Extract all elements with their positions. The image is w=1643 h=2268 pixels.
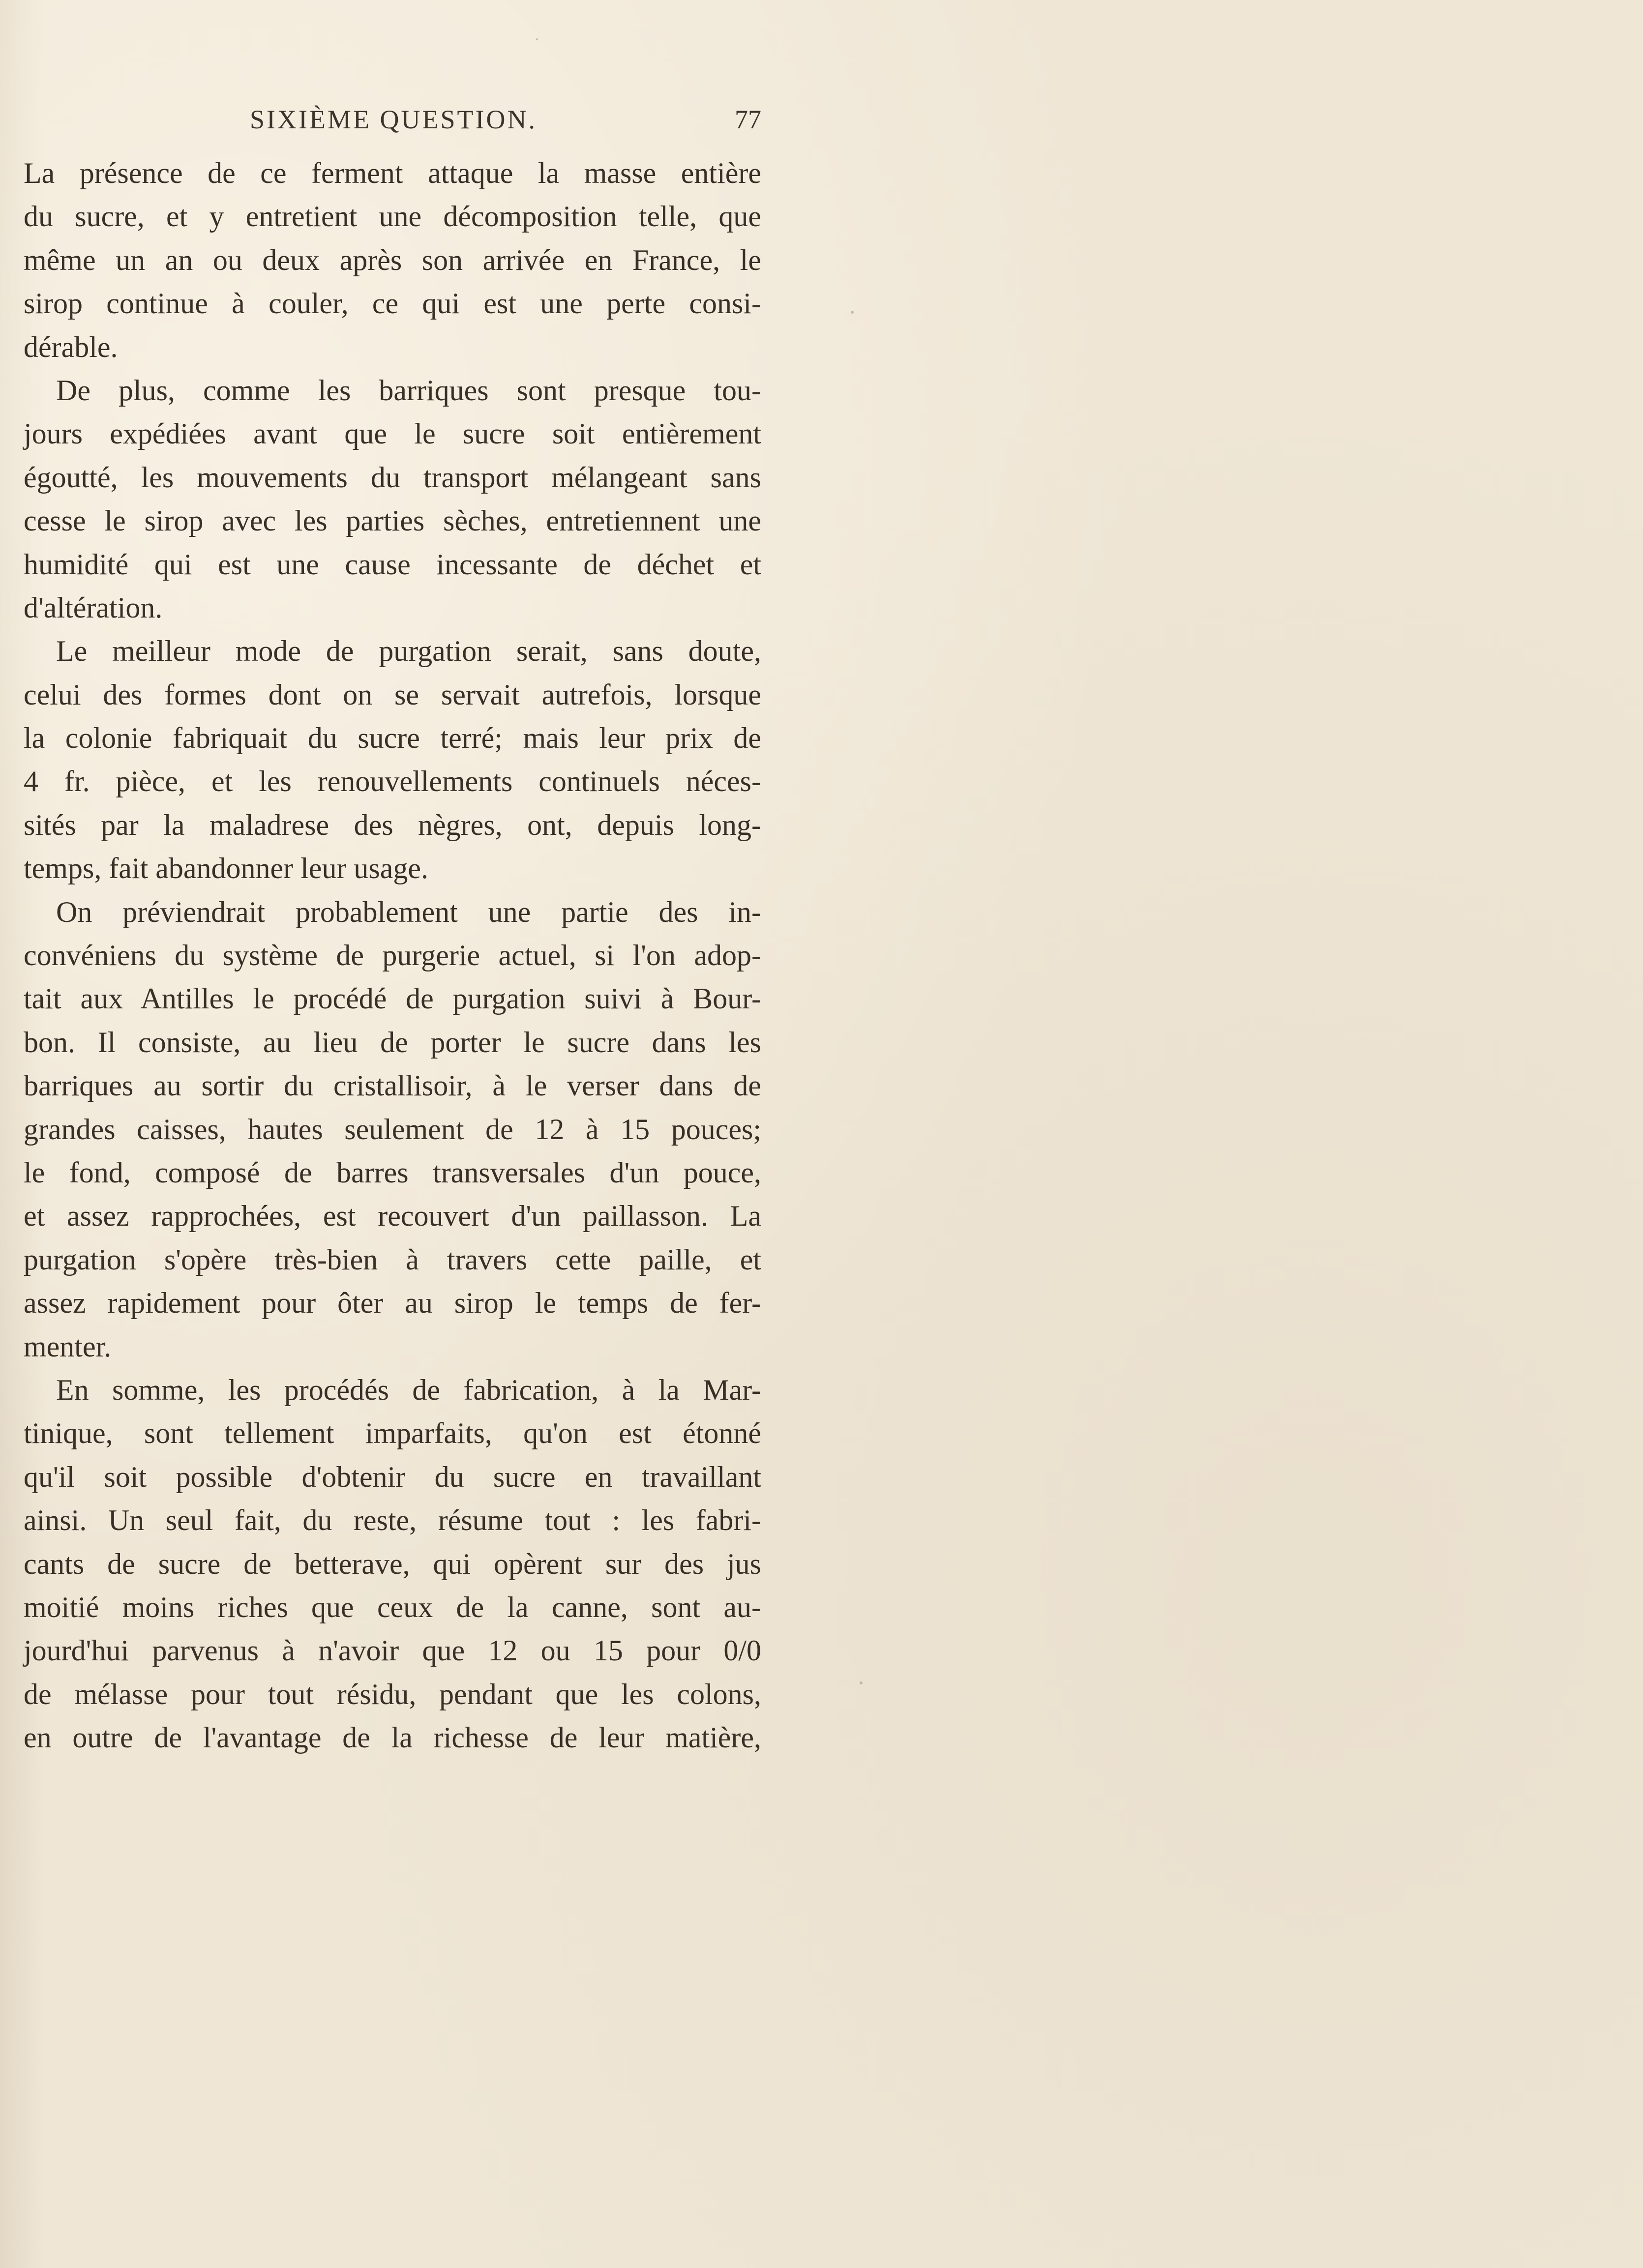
text-line: ainsi. Un seul fait, du reste, résume tout : les fabri- bbox=[24, 1504, 761, 1537]
text-line: jours expédiées avant que le sucre soit entièrement bbox=[24, 417, 761, 450]
text-line: 4 fr. pièce, et les renouvellements continuels néces- bbox=[24, 765, 761, 798]
text-line: cants de sucre de betterave, qui opèrent sur des jus bbox=[24, 1547, 761, 1580]
text-line: moitié moins riches que ceux de la canne, sont au- bbox=[24, 1591, 761, 1623]
text-line: la colonie fabriquait du sucre terré; mais leur prix de bbox=[24, 722, 761, 755]
text-line: d'altération. bbox=[24, 591, 163, 624]
text-line: du sucre, et y entretient une décomposition telle, que bbox=[24, 200, 761, 233]
text-line: égoutté, les mouvements du transport mélangeant sans bbox=[24, 461, 761, 494]
running-head bbox=[24, 98, 761, 143]
text-line: bon. Il consiste, au lieu de porter le sucre dans les bbox=[24, 1026, 761, 1059]
text-line: en outre de l'avantage de la richesse de leur matière, bbox=[24, 1721, 761, 1754]
paper-speck bbox=[860, 1681, 863, 1684]
text-line: menter. bbox=[24, 1330, 112, 1363]
text-line: sités par la maladrese des nègres, ont, depuis long- bbox=[24, 808, 761, 841]
text-line: convéniens du système de purgerie actuel, si l'on adop- bbox=[24, 939, 761, 972]
body-text bbox=[24, 151, 761, 1759]
text-line: barriques au sortir du cristallisoir, à le verser dans de bbox=[24, 1069, 761, 1102]
page-number: 77 bbox=[735, 105, 761, 134]
text-line: tait aux Antilles le procédé de purgation suivi à Bour- bbox=[24, 982, 761, 1015]
paper-speck bbox=[851, 311, 854, 314]
running-head-title: SIXIÈME QUESTION. bbox=[250, 105, 537, 134]
text-line: purgation s'opère très-bien à travers cette paille, et bbox=[24, 1243, 761, 1276]
text-line: On préviendrait probablement une partie des in- bbox=[56, 895, 761, 928]
text-line: celui des formes dont on se servait autrefois, lorsque bbox=[24, 678, 761, 711]
text-line: humidité qui est une cause incessante de déchet et bbox=[24, 548, 761, 581]
text-line: de mélasse pour tout résidu, pendant que les colons, bbox=[24, 1678, 761, 1710]
text-line: le fond, composé de barres transversales d'un pouce, bbox=[24, 1156, 761, 1189]
text-line: qu'il soit possible d'obtenir du sucre en travaillant bbox=[24, 1460, 761, 1493]
text-line: même un an ou deux après son arrivée en France, le bbox=[24, 243, 761, 276]
text-line: cesse le sirop avec les parties sèches, entretiennent une bbox=[24, 504, 761, 537]
text-line: En somme, les procédés de fabrication, à la Mar- bbox=[56, 1373, 761, 1406]
text-line: jourd'hui parvenus à n'avoir que 12 ou 15 pour 0/0 bbox=[24, 1634, 761, 1667]
text-line: sirop continue à couler, ce qui est une perte consi- bbox=[24, 287, 761, 320]
text-line: tinique, sont tellement imparfaits, qu'on est étonné bbox=[24, 1417, 761, 1450]
text-line: dérable. bbox=[24, 330, 118, 363]
text-line: De plus, comme les barriques sont presque tou- bbox=[56, 374, 761, 407]
paper-speck bbox=[536, 38, 538, 40]
text-line: et assez rapprochées, est recouvert d'un paillasson. La bbox=[24, 1200, 761, 1233]
text-line: grandes caisses, hautes seulement de 12 à 15 pouces; bbox=[24, 1113, 761, 1146]
text-line: Le meilleur mode de purgation serait, sans doute, bbox=[56, 635, 761, 668]
text-line: temps, fait abandonner leur usage. bbox=[24, 852, 429, 885]
text-line: La présence de ce ferment attaque la masse entière bbox=[24, 157, 761, 189]
text-line: assez rapidement pour ôter au sirop le temps de fer- bbox=[24, 1287, 761, 1320]
